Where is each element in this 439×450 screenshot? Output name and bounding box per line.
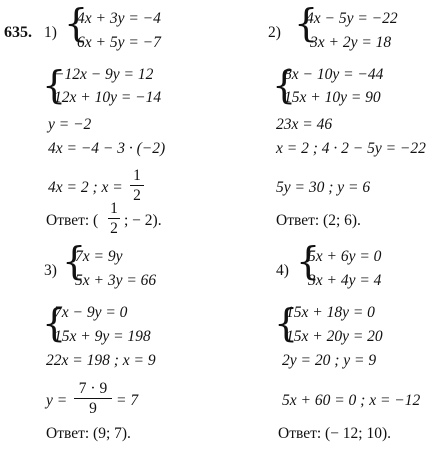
solution-step: y = xyxy=(46,392,68,409)
part-3-label: 3) xyxy=(44,262,57,279)
equation: 15x + 10y = 90 xyxy=(284,89,381,106)
equation: 15x + 9y = 198 xyxy=(54,328,151,345)
fraction-numerator: 1 xyxy=(110,200,118,217)
equation: 5x + 3y = 66 xyxy=(75,272,157,289)
solution-step: y = −2 xyxy=(48,116,92,133)
solution-step: 23x = 46 xyxy=(276,116,333,133)
solution-step: 2y = 20 ; y = 9 xyxy=(282,352,377,369)
system-brace: { xyxy=(294,1,319,45)
solution-step: 22x = 198 ; x = 9 xyxy=(46,352,156,369)
fraction-numerator: 1 xyxy=(133,167,141,184)
system-brace: { xyxy=(42,63,67,107)
system-brace: { xyxy=(272,63,297,107)
solution-step: 4x = −4 − 3 · (−2) xyxy=(48,140,166,157)
fraction xyxy=(130,167,144,204)
system-brace: { xyxy=(296,239,321,283)
answer: Ответ: (9; 7). xyxy=(46,425,131,442)
solution-step: 5x + 60 = 0 ; x = −12 xyxy=(282,392,421,409)
fraction-numerator: 7 · 9 xyxy=(78,380,108,397)
problem-number: 635. xyxy=(4,24,32,41)
system-brace: { xyxy=(274,301,299,345)
answer: Ответ: (− 12; 10). xyxy=(278,425,392,442)
part-2-label: 2) xyxy=(268,24,281,41)
solution-step: 5y = 30 ; y = 6 xyxy=(276,179,371,196)
equation: −12x − 9y = 12 xyxy=(54,66,154,83)
part-1-label: 1) xyxy=(44,24,57,41)
equation: 7x − 9y = 0 xyxy=(54,304,128,321)
equation: 4x − 5y = −22 xyxy=(306,10,398,27)
equation: 4x + 3y = −4 xyxy=(77,10,161,27)
equation: 7x = 9y xyxy=(75,248,123,265)
equation: 6x + 5y = −7 xyxy=(77,34,161,51)
solution-step: 4x = 2 ; x = xyxy=(48,179,123,196)
system-brace: { xyxy=(62,239,87,283)
solution-step: = 7 xyxy=(116,392,139,409)
equation: 8x − 10y = −44 xyxy=(284,66,384,83)
part-4-label: 4) xyxy=(276,262,289,279)
answer-prefix: Ответ: ( xyxy=(46,212,99,229)
system-brace: { xyxy=(42,301,67,345)
fraction-denominator: 9 xyxy=(89,400,97,417)
solution-step: x = 2 ; 4 · 2 − 5y = −22 xyxy=(276,140,426,157)
fraction-denominator: 2 xyxy=(133,187,141,204)
answer-suffix: ; − 2). xyxy=(124,212,162,229)
equation: 15x + 20y = 20 xyxy=(286,328,383,345)
fraction xyxy=(74,380,112,417)
equation: 12x + 10y = −14 xyxy=(54,89,162,106)
equation: 5x + 6y = 0 xyxy=(308,248,382,265)
equation: 3x + 4y = 4 xyxy=(308,272,382,289)
equation: 15x + 18y = 0 xyxy=(286,304,375,321)
fraction xyxy=(108,200,120,237)
system-brace: { xyxy=(64,1,89,45)
equation: 3x + 2y = 18 xyxy=(310,34,392,51)
answer: Ответ: (2; 6). xyxy=(276,212,361,229)
fraction-denominator: 2 xyxy=(110,220,118,237)
